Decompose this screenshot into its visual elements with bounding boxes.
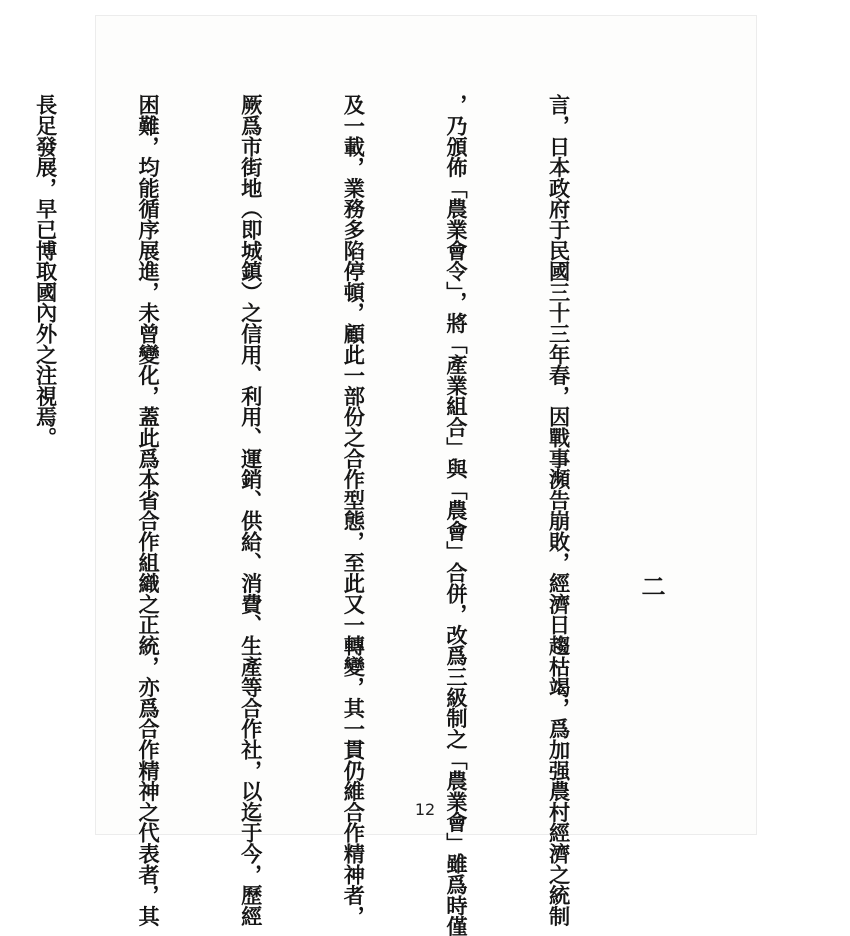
- text-column-3: 及一載，業務多陷停頓，顧此一部份之合作型態，至此又一轉變，其一貫仍維合作精神者，: [341, 94, 367, 927]
- text-column-5: 困難，均能循序展進，未曾變化，蓋此爲本省合作組織之正統，亦爲合作精神之代表者，其: [136, 94, 162, 927]
- text-column-2: ，乃頒佈「農業會令」，將「產業組合」與「農會」合併，改爲三級制之「農業會」雖爲時僅: [443, 94, 469, 936]
- page-number: 12: [414, 800, 436, 819]
- text-column-1: 言，日本政府于民國三十三年春，因戰事瀕告崩敗，經濟日趨枯竭，爲加强農村經濟之統制: [546, 94, 572, 927]
- text-column-6: 長足發展，早已博取國內外之注視焉。: [33, 94, 59, 448]
- text-column-4: 厥爲市街地（即城鎮）之信用、利用、運銷、供給、消費、生產等合作社，以迄于今，歷經: [238, 94, 264, 927]
- section-number: 二: [637, 574, 666, 598]
